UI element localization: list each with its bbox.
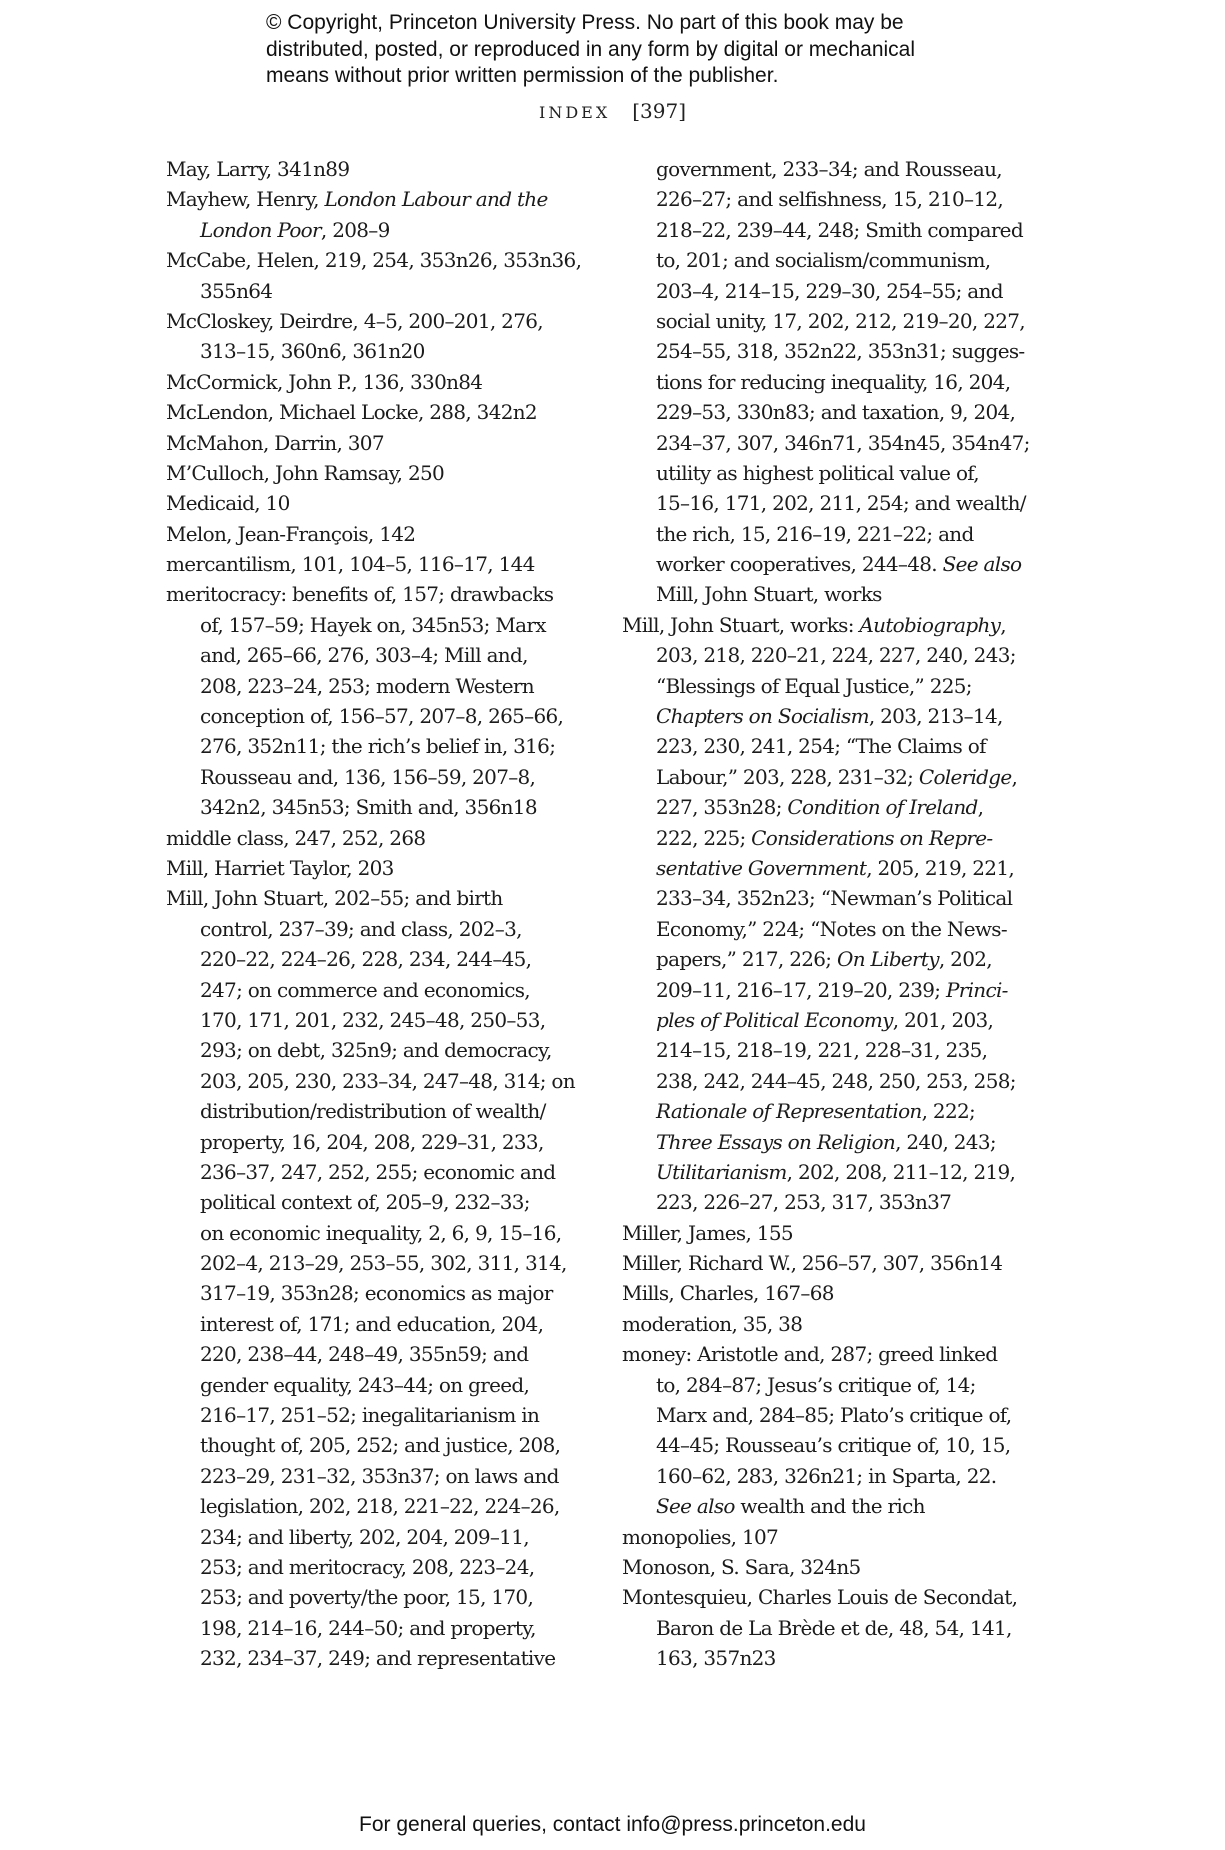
index-text: Melon, Jean-François, 142 <box>166 521 416 546</box>
index-entry-line <box>622 1522 1062 1552</box>
index-entry-line <box>166 1035 606 1065</box>
index-entry-line <box>166 1582 606 1612</box>
index-italic-text: Autobiography <box>859 612 1001 637</box>
index-entry-line <box>622 1218 1062 1248</box>
index-text: control, 237–39; and class, 202–3, <box>200 916 522 941</box>
index-text: 293; on debt, 325n9; and democracy, <box>200 1038 552 1063</box>
index-entry-line <box>166 1005 606 1035</box>
index-entry-line <box>622 640 1062 670</box>
index-text: interest of, 171; and education, 204, <box>200 1311 544 1336</box>
index-text: May, Larry, 341n89 <box>166 157 350 181</box>
index-text: Mayhew, Henry, <box>166 187 325 212</box>
index-text: social unity, 17, 202, 212, 219–20, 227, <box>656 308 1025 333</box>
index-entry-line <box>622 1613 1062 1643</box>
index-italic-text: Considerations on Repre- <box>751 825 993 850</box>
index-entry-line <box>622 792 1062 822</box>
index-text: “Blessings of Equal Justice,” 225; <box>656 673 972 698</box>
index-entry-line <box>166 306 606 336</box>
index-entry-line <box>622 1400 1062 1430</box>
index-entry-line <box>166 792 606 822</box>
index-entry-line <box>166 1096 606 1126</box>
index-entry-line <box>166 215 606 245</box>
index-entry-line <box>622 701 1062 731</box>
index-text: 44–45; Rousseau’s critique of, 10, 15, <box>656 1433 1011 1458</box>
index-entry-line <box>622 245 1062 275</box>
index-text: moderation, 35, 38 <box>622 1311 803 1336</box>
index-entry-line <box>622 1491 1062 1521</box>
index-italic-text: ples of Political Economy <box>656 1007 893 1032</box>
index-text: Mill, John Stuart, 202–55; and birth <box>166 886 503 911</box>
index-entry-line <box>166 1127 606 1157</box>
index-text: Rousseau and, 136, 156–59, 207–8, <box>200 764 536 789</box>
index-text: property, 16, 204, 208, 229–31, 233, <box>200 1129 544 1154</box>
index-entry-line <box>166 154 606 184</box>
index-entry-line <box>622 731 1062 761</box>
index-entry-line <box>622 306 1062 336</box>
index-entry-line <box>622 914 1062 944</box>
index-entry-line <box>166 1339 606 1369</box>
index-text: Mill, John Stuart, works <box>656 582 882 607</box>
index-column-left <box>166 154 606 1674</box>
index-entry-line <box>622 276 1062 306</box>
footer-contact: For general queries, contact info@press.princeton.edu <box>359 1813 866 1836</box>
index-entry-line <box>166 1491 606 1521</box>
index-text: 203, 205, 230, 233–34, 247–48, 314; on <box>200 1068 575 1093</box>
index-text: worker cooperatives, 244–48. <box>656 552 943 577</box>
index-entry-line <box>166 883 606 913</box>
index-text: , 205, 219, 221, <box>866 855 1015 880</box>
index-entry-line <box>166 458 606 488</box>
index-text: Mills, Charles, 167–68 <box>622 1281 834 1306</box>
index-text: 253; and meritocracy, 208, 223–24, <box>200 1554 535 1579</box>
index-entry-line <box>622 823 1062 853</box>
index-entry-line <box>166 1066 606 1096</box>
index-text: to, 201; and socialism/communism, <box>656 248 991 273</box>
index-entry-line <box>622 1278 1062 1308</box>
index-entry-line <box>166 762 606 792</box>
index-italic-text: See also <box>942 552 1022 577</box>
index-italic-text: London Poor <box>200 217 321 242</box>
index-text: McCormick, John P., 136, 330n84 <box>166 369 483 394</box>
index-entry-line <box>166 1400 606 1430</box>
index-text: utility as highest political value of, <box>656 460 979 485</box>
index-text: on economic inequality, 2, 6, 9, 15–16, <box>200 1220 562 1245</box>
index-text: to, 284–87; Jesus’s critique of, 14; <box>656 1372 976 1397</box>
index-entry-line <box>166 1370 606 1400</box>
index-entry-line <box>622 428 1062 458</box>
index-entry-line <box>622 610 1062 640</box>
index-entry-line <box>622 1157 1062 1187</box>
index-text: distribution/redistribution of wealth/ <box>200 1099 546 1124</box>
index-entry-line <box>622 184 1062 214</box>
index-text: , <box>1011 764 1018 789</box>
index-entry-line <box>622 883 1062 913</box>
index-text: conception of, 156–57, 207–8, 265–66, <box>200 704 564 729</box>
index-entry-line <box>622 853 1062 883</box>
index-text: of, 157–59; Hayek on, 345n53; Marx <box>200 612 546 637</box>
index-entry-line <box>166 397 606 427</box>
index-entry-line <box>622 458 1062 488</box>
index-entry-line <box>166 701 606 731</box>
index-entry-line <box>166 1278 606 1308</box>
index-entry-line <box>166 1187 606 1217</box>
index-text: 236–37, 247, 252, 255; economic and <box>200 1159 556 1184</box>
index-entry-line <box>166 579 606 609</box>
index-italic-text: Three Essays on Religion <box>656 1129 896 1154</box>
index-entry-line <box>622 1339 1062 1369</box>
index-entry-line <box>166 1309 606 1339</box>
index-entry-line <box>622 549 1062 579</box>
index-text: McLendon, Michael Locke, 288, 342n2 <box>166 400 537 425</box>
index-entry-line <box>166 488 606 518</box>
index-entry-line <box>166 519 606 549</box>
index-entry-line <box>622 519 1062 549</box>
index-text: 226–27; and selfishness, 15, 210–12, <box>656 187 1004 212</box>
index-entry-line <box>622 1187 1062 1217</box>
index-entry-line <box>166 1430 606 1460</box>
index-entry-line <box>622 975 1062 1005</box>
index-text: M’Culloch, John Ramsay, 250 <box>166 460 445 485</box>
index-text: 223–29, 231–32, 353n37; on laws and <box>200 1463 559 1488</box>
index-text: 220–22, 224–26, 228, 234, 244–45, <box>200 947 532 972</box>
index-text: , 202, 208, 211–12, 219, <box>786 1159 1016 1184</box>
index-text: , 208–9 <box>320 217 390 242</box>
index-entry-line <box>622 1643 1062 1673</box>
index-text: Miller, Richard W., 256–57, 307, 356n14 <box>622 1251 1003 1276</box>
index-text: 216–17, 251–52; inegalitarianism in <box>200 1403 540 1428</box>
index-text: Mill, Harriet Taylor, 203 <box>166 855 394 880</box>
index-entry-line <box>622 671 1062 701</box>
index-text: 170, 171, 201, 232, 245–48, 250–53, <box>200 1007 546 1032</box>
index-text: 203–4, 214–15, 229–30, 254–55; and <box>656 278 1003 303</box>
index-text: legislation, 202, 218, 221–22, 224–26, <box>200 1494 560 1519</box>
index-entry-line <box>622 1066 1062 1096</box>
index-text: 209–11, 216–17, 219–20, 239; <box>656 977 946 1002</box>
index-entry-line <box>166 914 606 944</box>
index-italic-text: Coleridge <box>918 764 1012 789</box>
index-entry-line <box>622 579 1062 609</box>
index-text: 163, 357n23 <box>656 1646 776 1671</box>
index-entry-line <box>622 1005 1062 1035</box>
index-entry-line <box>622 488 1062 518</box>
index-text: monopolies, 107 <box>622 1524 779 1549</box>
index-text: Monoson, S. Sara, 324n5 <box>622 1554 861 1579</box>
index-italic-text: sentative Government <box>656 855 867 880</box>
index-text: 247; on commerce and economics, <box>200 977 530 1002</box>
index-entry-line <box>166 1613 606 1643</box>
index-text: gender equality, 243–44; on greed, <box>200 1372 530 1397</box>
index-entry-line <box>166 944 606 974</box>
index-text: Mill, John Stuart, works: <box>622 612 860 637</box>
index-entry-line <box>166 1552 606 1582</box>
copyright-line: © Copyright, Princeton University Press. No part of this book may be <box>266 11 904 34</box>
index-text: Marx and, 284–85; Plato’s critique of, <box>656 1403 1012 1428</box>
index-text: Miller, James, 155 <box>622 1220 793 1245</box>
index-entry-line <box>166 1461 606 1491</box>
index-text: meritocracy: benefits of, 157; drawbacks <box>166 582 554 607</box>
index-text: 223, 226–27, 253, 317, 353n37 <box>656 1190 952 1215</box>
index-text: 214–15, 218–19, 221, 228–31, 235, <box>656 1038 988 1063</box>
index-text: government, 233–34; and Rousseau, <box>656 157 1002 181</box>
index-text: and, 265–66, 276, 303–4; Mill and, <box>200 643 528 668</box>
index-entry-line <box>166 549 606 579</box>
index-text: 227, 353n28; <box>656 795 788 820</box>
index-text: 160–62, 283, 326n21; in Sparta, 22. <box>656 1463 997 1488</box>
index-text: Economy,” 224; “Notes on the News- <box>656 916 1007 941</box>
index-entry-line <box>166 367 606 397</box>
index-label: INDEX <box>539 103 611 122</box>
index-text: 276, 352n11; the rich’s belief in, 316; <box>200 734 556 759</box>
index-text: , <box>1000 612 1006 637</box>
index-text: money: Aristotle and, 287; greed linked <box>622 1342 998 1367</box>
index-entry-line <box>166 184 606 214</box>
index-text: 342n2, 345n53; Smith and, 356n18 <box>200 795 537 820</box>
index-text: 253; and poverty/the poor, 15, 170, <box>200 1585 534 1610</box>
index-text: McCloskey, Deirdre, 4–5, 200–201, 276, <box>166 308 543 333</box>
index-entry-line <box>622 1096 1062 1126</box>
index-text: 15–16, 171, 202, 211, 254; and wealth/ <box>656 491 1026 516</box>
index-text: mercantilism, 101, 104–5, 116–17, 144 <box>166 552 535 577</box>
index-text: the rich, 15, 216–19, 221–22; and <box>656 521 974 546</box>
index-entry-line <box>622 762 1062 792</box>
index-text: McMahon, Darrin, 307 <box>166 430 384 455</box>
index-entry-line <box>166 1643 606 1673</box>
index-text: 233–34, 352n23; “Newman’s Political <box>656 886 1013 911</box>
index-text: tions for reducing inequality, 16, 204, <box>656 369 1011 394</box>
index-text: Montesquieu, Charles Louis de Secondat, <box>622 1585 1018 1610</box>
index-text: 202–4, 213–29, 253–55, 302, 311, 314, <box>200 1251 567 1276</box>
index-entry-line <box>166 640 606 670</box>
index-entry-line <box>166 1248 606 1278</box>
index-text: 238, 242, 244–45, 248, 250, 253, 258; <box>656 1068 1016 1093</box>
index-italic-text: See also <box>656 1494 735 1519</box>
index-text: wealth and the rich <box>734 1494 925 1519</box>
index-entry-line <box>166 1522 606 1552</box>
index-text: Baron de La Brède et de, 48, 54, 141, <box>656 1615 1012 1640</box>
index-entry-line <box>622 1461 1062 1491</box>
index-entry-line <box>622 215 1062 245</box>
index-entry-line <box>166 975 606 1005</box>
index-text: 208, 223–24, 253; modern Western <box>200 673 534 698</box>
index-entry-line <box>622 1430 1062 1460</box>
index-text: 234–37, 307, 346n71, 354n45, 354n47; <box>656 430 1030 455</box>
index-entry-line <box>166 1218 606 1248</box>
index-text: 223, 230, 241, 254; “The Claims of <box>656 734 986 759</box>
index-text: political context of, 205–9, 232–33; <box>200 1190 530 1215</box>
copyright-line: means without prior written permission of the publisher. <box>266 64 779 87</box>
index-text: Labour,” 203, 228, 231–32; <box>656 764 919 789</box>
index-italic-text: Chapters on Socialism <box>656 704 869 729</box>
index-entry-line <box>622 397 1062 427</box>
index-entry-line <box>622 944 1062 974</box>
index-entry-line <box>622 1309 1062 1339</box>
running-head <box>0 99 1225 123</box>
index-entry-line <box>166 245 606 275</box>
index-italic-text: Princi- <box>945 977 1008 1002</box>
index-text: 317–19, 353n28; economics as major <box>200 1281 553 1306</box>
index-entry-line <box>166 671 606 701</box>
index-text: 218–22, 239–44, 248; Smith compared <box>656 217 1023 242</box>
index-text: papers,” 217, 226; <box>656 947 837 972</box>
index-entry-line <box>166 610 606 640</box>
index-entry-line <box>622 1552 1062 1582</box>
index-entry-line <box>622 154 1062 184</box>
index-entry-line <box>622 1582 1062 1612</box>
index-entry-line <box>622 1127 1062 1157</box>
index-text: , 203, 213–14, <box>868 704 1003 729</box>
index-text: 229–53, 330n83; and taxation, 9, 204, <box>656 400 1016 425</box>
index-text: 254–55, 318, 352n22, 353n31; sugges- <box>656 339 1025 364</box>
index-text: 355n64 <box>200 278 273 303</box>
index-entry-line <box>622 1248 1062 1278</box>
index-column-right <box>622 154 1062 1674</box>
index-entry-line <box>166 428 606 458</box>
index-entry-line <box>166 853 606 883</box>
index-text: 222, 225; <box>656 825 752 850</box>
index-text: 313–15, 360n6, 361n20 <box>200 339 425 364</box>
index-text: , 202, <box>938 947 992 972</box>
index-italic-text: On Liberty <box>837 947 939 972</box>
index-text: 203, 218, 220–21, 224, 227, 240, 243; <box>656 643 1016 668</box>
index-text: , 201, 203, <box>892 1007 994 1032</box>
index-entry-line <box>622 336 1062 366</box>
index-text: Medicaid, 10 <box>166 491 290 516</box>
index-entry-line <box>622 1370 1062 1400</box>
index-entry-line <box>166 731 606 761</box>
index-entry-line <box>622 367 1062 397</box>
index-text: 234; and liberty, 202, 204, 209–11, <box>200 1524 529 1549</box>
index-italic-text: Rationale of Representation <box>656 1099 922 1124</box>
index-entry-line <box>166 276 606 306</box>
page-number: [397] <box>632 99 686 123</box>
index-italic-text: Condition of Ireland <box>787 795 978 820</box>
index-italic-text: London Labour and the <box>324 187 548 212</box>
index-text: , <box>977 795 984 820</box>
copyright-notice <box>266 10 1026 90</box>
index-text: 198, 214–16, 244–50; and property, <box>200 1615 536 1640</box>
index-text: thought of, 205, 252; and justice, 208, <box>200 1433 561 1458</box>
index-text: , 222; <box>921 1099 976 1124</box>
index-text: 220, 238–44, 248–49, 355n59; and <box>200 1342 529 1367</box>
index-entry-line <box>166 336 606 366</box>
index-entry-line <box>166 1157 606 1187</box>
index-text: middle class, 247, 252, 268 <box>166 825 426 850</box>
copyright-line: distributed, posted, or reproduced in any form by digital or mechanical <box>266 37 916 61</box>
index-text: 232, 234–37, 249; and representative <box>200 1646 556 1671</box>
index-text: McCabe, Helen, 219, 254, 353n26, 353n36, <box>166 248 582 273</box>
index-italic-text: Utilitarianism <box>656 1159 787 1184</box>
index-text: , 240, 243; <box>895 1129 996 1154</box>
index-entry-line <box>166 823 606 853</box>
index-entry-line <box>622 1035 1062 1065</box>
